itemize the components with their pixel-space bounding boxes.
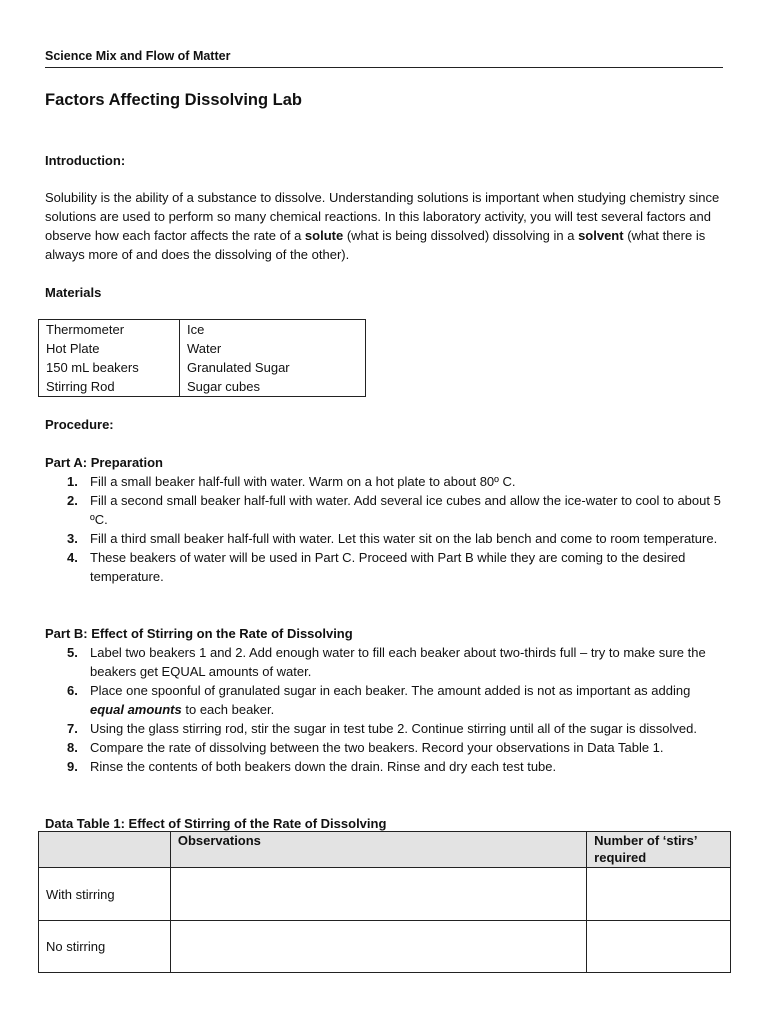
stirs-cell[interactable] xyxy=(587,921,731,973)
materials-row xyxy=(39,377,366,397)
header-divider xyxy=(45,67,723,68)
list-item xyxy=(45,738,725,757)
step-text: Place one spoonful of granulated sugar in each beaker. The amount added is not as important as adding xyxy=(90,683,691,698)
introduction-heading: Introduction: xyxy=(45,153,126,168)
step-number: 7. xyxy=(67,721,78,736)
step-number: 4. xyxy=(67,550,78,565)
solute-term: solute xyxy=(304,228,344,243)
list-item xyxy=(45,548,725,586)
data-table-1-title: Data Table 1: Effect of Stirring of the Rate of Dissolving xyxy=(45,816,387,831)
materials-row xyxy=(39,320,366,340)
step-text: Fill a second small beaker half-full with water. Add several ice cubes and allow the ice-water to cool to about 5 ºC. xyxy=(90,493,721,527)
introduction-paragraph xyxy=(45,188,725,264)
procedure-heading: Procedure: xyxy=(45,417,114,432)
data-table-1 xyxy=(38,831,731,973)
step-text: to each beaker. xyxy=(181,702,275,717)
part-a-heading: Part A: Preparation xyxy=(45,455,163,470)
list-item xyxy=(45,643,725,681)
list-item xyxy=(45,472,725,491)
step-text: These beakers of water will be used in Part C. Proceed with Part B while they are coming to the desired temperature. xyxy=(90,550,686,584)
material-cell: Thermometer xyxy=(39,320,180,340)
intro-text-part-3: (what there is always more of and does the dissolving of the other). xyxy=(45,228,706,262)
step-number: 3. xyxy=(67,531,78,546)
step-number: 2. xyxy=(67,493,78,508)
stirs-cell[interactable] xyxy=(587,868,731,921)
column-header-stirs: Number of ‘stirs’ required xyxy=(587,832,731,868)
intro-text-part-1: Solubility is the ability of a substance to dissolve. Understanding solutions is important when studying chemistry since solutions are used to perform so many chemical reactions. In this laboratory activity, you will test several factors and observe how each factor affects the rate of a xyxy=(45,190,720,243)
material-cell: Sugar cubes xyxy=(187,379,260,394)
page-title: Factors Affecting Dissolving Lab xyxy=(45,91,303,109)
table-row xyxy=(39,868,731,921)
list-item xyxy=(45,719,725,738)
step-number: 8. xyxy=(67,740,78,755)
part-a-steps xyxy=(45,472,725,586)
course-header: Science Mix and Flow of Matter xyxy=(45,49,231,63)
materials-row xyxy=(39,358,366,377)
solvent-term: solvent xyxy=(578,228,624,243)
material-cell: Hot Plate xyxy=(39,339,180,358)
list-item xyxy=(45,757,725,776)
intro-text-part-2: (what is being dissolved) dissolving in a xyxy=(343,228,579,243)
column-header-observations: Observations xyxy=(170,832,586,868)
part-b-heading: Part B: Effect of Stirring on the Rate of Dissolving xyxy=(45,626,353,641)
step-number: 5. xyxy=(67,645,78,660)
material-cell: Granulated Sugar xyxy=(187,360,290,375)
observation-cell[interactable] xyxy=(170,921,586,973)
list-item xyxy=(45,491,725,529)
row-label: No stirring xyxy=(39,921,171,973)
material-cell: 150 mL beakers xyxy=(39,358,180,377)
column-header xyxy=(39,832,171,868)
step-number: 9. xyxy=(67,759,78,774)
step-number: 1. xyxy=(67,474,78,489)
step-text: Fill a small beaker half-full with water. Warm on a hot plate to about 80º C. xyxy=(90,474,516,489)
table-header-row xyxy=(39,832,731,868)
materials-row xyxy=(39,339,366,358)
materials-heading: Materials xyxy=(45,285,102,300)
list-item xyxy=(45,529,725,548)
row-label: With stirring xyxy=(39,868,171,921)
emphasis-text: equal amounts xyxy=(90,702,182,717)
material-cell: Stirring Rod xyxy=(39,377,180,397)
step-text: Rinse the contents of both beakers down the drain. Rinse and dry each test tube. xyxy=(90,759,557,774)
materials-table xyxy=(38,319,366,397)
step-text: Compare the rate of dissolving between the two beakers. Record your observations in Data Table 1. xyxy=(90,740,664,755)
material-cell: Ice xyxy=(187,322,205,337)
table-row xyxy=(39,921,731,973)
step-text: Label two beakers 1 and 2. Add enough water to fill each beaker about two-thirds full – try to make sure the beakers get EQUAL amounts of water. xyxy=(90,645,706,679)
step-text: Using the glass stirring rod, stir the sugar in test tube 2. Continue stirring until all of the sugar is dissolved. xyxy=(90,721,697,736)
material-cell: Water xyxy=(187,341,222,356)
step-text: Fill a third small beaker half-full with water. Let this water sit on the lab bench and come to room temperature. xyxy=(90,531,718,546)
step-number: 6. xyxy=(67,683,78,698)
part-b-steps xyxy=(45,643,725,776)
list-item xyxy=(45,681,725,719)
observation-cell[interactable] xyxy=(170,868,586,921)
